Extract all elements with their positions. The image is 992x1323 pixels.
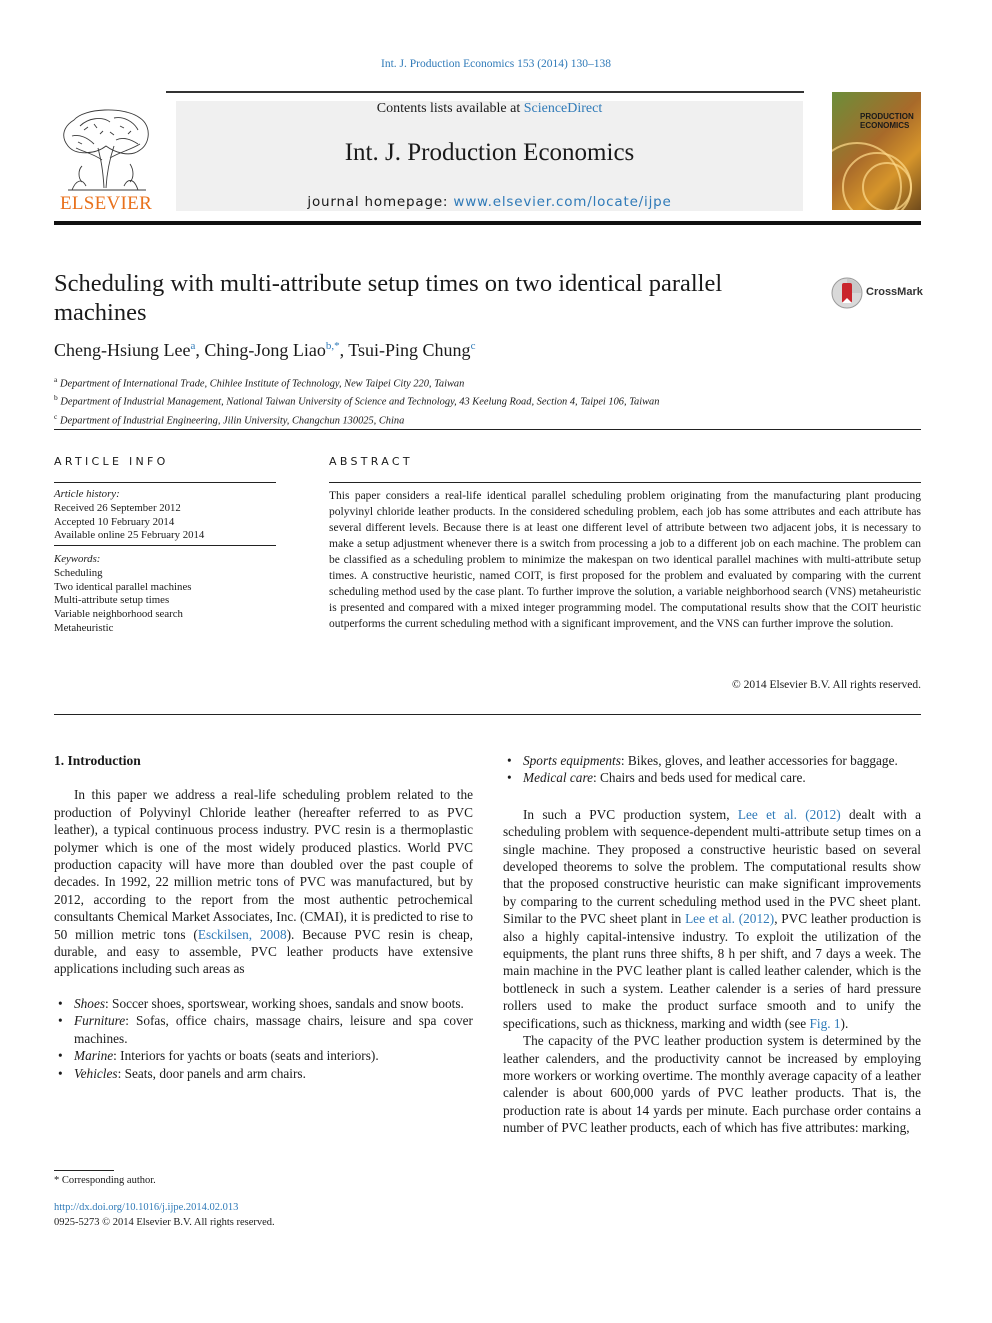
author-name[interactable]: Tsui-Ping Chung [348,340,471,360]
list-item-text: : Soccer shoes, sportswear, working shoes, sandals and snow boots. [105,995,464,1011]
list-item [503,752,921,769]
list-item-term: Vehicles [74,1065,118,1081]
abstract-rule [329,482,921,483]
list-item [54,1047,473,1064]
reference-link-esckilsen[interactable]: Esckilsen, 2008 [197,926,287,942]
journal-name: Int. J. Production Economics [344,139,635,166]
article-title: Scheduling with multi-attribute setup times on two identical parallel machines [54,270,723,326]
list-item [503,769,921,786]
contents-line [176,101,803,117]
figure-link-fig1[interactable]: Fig. 1 [809,1015,841,1031]
keyword: Variable neighborhood search [54,608,183,621]
cover-arc-decoration [862,162,912,210]
affiliation [54,410,659,428]
paragraph-text: In this paper we address a real-life scheduling problem related to the production of Polyvinyl Chloride leather (hereafter referred to as PVC leather), a typical continuous process industry. PVC resin is a thermoplastic polymer which is one of the most widely produced plastics. World PVC production capacity will have more than doubled over the past couple of decades. In 1992, 22 million metric tons of PVC was manufactured, but by 2012, according to the report from the most authentic petrochemical consultants Chemical Market Associates, Inc. (CMAI), it is predicted to rise to 50 million metric tons ( [54,787,473,942]
article-info-rule [54,545,276,546]
doi-link[interactable]: http://dx.doi.org/10.1016/j.ijpe.2014.02.013 [54,1202,239,1213]
list-item-term: Sports equipments [523,753,621,768]
keywords-block [54,553,191,636]
article-info-rule [54,482,276,483]
keyword: Scheduling [54,566,103,579]
intro-paragraph-3: The capacity of the PVC leather production system is determined by the leather calenders, and the productivity cannot be increased by employing more workers or working overtime. The monthly average capacity of a leather calender is about 600,000 yards of PVC leather products. That is, the production rate is about 14 yards per minute. Each purchase order contains a number of PVC leather products, each of which has five attributes: marking, [503,1033,921,1136]
corresponding-author-note: * Corresponding author. [54,1175,156,1186]
elsevier-wordmark: ELSEVIER [59,193,153,214]
intro-paragraph-2 [503,806,921,1032]
crossmark-badge[interactable] [830,276,922,310]
crossmark-label: CrossMark [866,286,923,298]
author-list: Cheng-Hsiung Lee$^a$, Ching-Jong Liao$^{b,*}$, Tsui-Ping Chung$^c$ [54,340,476,360]
author-affil-marker[interactable]: b,* [325,340,340,352]
affiliation-text: Department of Industrial Engineering, Jilin University, Changchun 130025, China [59,415,405,427]
accepted-date: Accepted 10 February 2014 [54,515,175,528]
journal-masthead [176,101,803,211]
homepage-link[interactable]: www.elsevier.com/locate/ijpe [453,194,672,210]
author-affil-marker[interactable]: c [470,340,476,352]
list-item-text: : Seats, door panels and arm chairs. [117,1065,306,1081]
cover-title [860,112,914,130]
list-item [54,995,473,1012]
affiliation-text: Department of Industrial Management, National Taiwan University of Science and Technology, 43 Keelung Road, Section 4, Taipei 106, Taiwan [60,396,660,408]
intro-paragraph-1 [54,786,473,977]
paragraph-text: ). Because PVC resin is cheap, durable, and easy to assemble, PVC leather products have extensive applications including such areas as [54,926,473,977]
affiliation-marker: a [54,375,58,384]
author-name[interactable]: Cheng-Hsiung Lee [54,340,191,360]
reference-link-lee-2012[interactable]: Lee et al. (2012) [737,806,841,822]
contents-prefix: Contents lists available at [376,101,524,116]
keyword: Two identical parallel machines [54,580,192,593]
list-item-term: Marine [74,1048,114,1064]
cover-title-line: PRODUCTION [860,112,914,121]
received-date: Received 26 September 2012 [54,501,181,514]
paragraph-text: In such a PVC production system, [523,806,738,822]
keywords-label: Keywords: [54,553,101,565]
body-column-right [503,752,921,1137]
abstract-text: This paper considers a real-life identical parallel scheduling problem originating from the manufacturing plant producing polyvinyl chloride leather products. In the considered scheduling problem, each job has some attributes and each attribute has several different levels. Because there is at least one different level of attribute between two adjacent jobs, it is necessary to make a setup adjustment whenever there is a switch from processing a job to a different job on each machine. The problem can be classified as a scheduling problem to minimize the makespan on two identical parallel machines with multi-attribute setup times. A constructive heuristic, named COIT, is first proposed for the problem and evaluated by comparing with the current scheduling method used by the case plant. To further improve the solution, a variable neighborhood search (VNS) metaheuristic is presented and compared with a mixed integer programming model. The computational results show that the COIT heuristic outperforms the current scheduling method with a significant improvement, and the VNS can further improve the solution. [329,490,921,630]
crossmark-icon [830,276,864,310]
affiliation-marker: b [54,393,58,403]
list-item-text: : Bikes, gloves, and leather accessories for baggage. [620,753,898,768]
issn-copyright: 0925-5273 © 2014 Elsevier B.V. All rights reserved. [54,1217,275,1228]
list-item [54,1012,473,1047]
abstract-divider [54,714,921,715]
reference-link-lee-2012[interactable]: Lee et al. (2012) [685,911,775,927]
affiliation [54,373,659,391]
affiliation-text: Department of International Trade, Chihlee Institute of Technology, New Taipei City 220, Taiwan [59,378,465,390]
footnote-rule [54,1170,114,1171]
article-info-heading: ARTICLE INFO [54,455,169,468]
affiliation-list [54,373,659,428]
keyword: Multi-attribute setup times [54,594,170,607]
application-list-continued [503,752,921,787]
cover-title-line: ECONOMICS [860,121,910,130]
sciencedirect-link[interactable]: ScienceDirect [523,101,603,116]
abstract-heading: ABSTRACT [329,455,413,468]
journal-citation[interactable]: Int. J. Production Economics 153 (2014) 130–138 [381,58,611,70]
affiliation-divider [54,429,921,430]
masthead-rule [166,91,804,93]
application-list [54,995,473,1082]
list-item-text: : Chairs and beds used for medical care. [593,770,806,786]
list-item-term: Shoes [74,995,106,1011]
journal-cover-image[interactable] [832,92,921,210]
list-item-term: Furniture [74,1013,126,1029]
journal-homepage [176,194,803,210]
author-name[interactable]: Ching-Jong Liao [204,340,326,360]
paragraph-text: dealt with a scheduling problem with sequence-dependent multi-attribute setup times on a single machine. They proposed a constructive heuristic based on several developed theorems to solve the problem. The computational results show that the proposed constructive heuristic can make significant improvements by comparing to the current scheduling method used in the PVC sheet plant. Similar to the PVC sheet plant in [503,806,921,927]
affiliation [54,391,659,409]
abstract-copyright: © 2014 Elsevier B.V. All rights reserved. [732,679,921,691]
body-column-left [54,752,473,1082]
list-item-term: Medical care [523,770,594,786]
list-item [54,1065,473,1082]
list-item-text: : Interiors for yachts or boats (seats and interiors). [113,1048,379,1064]
affiliation-marker: c [54,411,58,421]
homepage-prefix: journal homepage: [307,194,454,210]
paragraph-text: ). [840,1015,849,1031]
list-item-text: : Sofas, office chairs, massage chairs, leisure and spa cover machines. [74,1013,473,1046]
author-affil-marker[interactable]: a [190,340,196,352]
online-date: Available online 25 February 2014 [54,529,205,542]
history-label: Article history: [54,488,120,500]
section-heading-introduction: 1. Introduction [54,753,141,768]
keyword: Metaheuristic [54,621,114,634]
paragraph-text: , PVC leather production is also a highly capital-intensive industry. To exploit the utilization of the equipments, the plant runs three shifts, 8 h per shift, and 7 days a week. The main machine in the PVC leather plant is called leather calender, which is the bottleneck in such a system. Leather calender is a series of hard pressure rollers used to make the product surface smooth and to unify the specifications, such as thickness, marking and width (see [503,911,921,1031]
article-history [54,488,204,543]
header-divider [54,221,921,225]
